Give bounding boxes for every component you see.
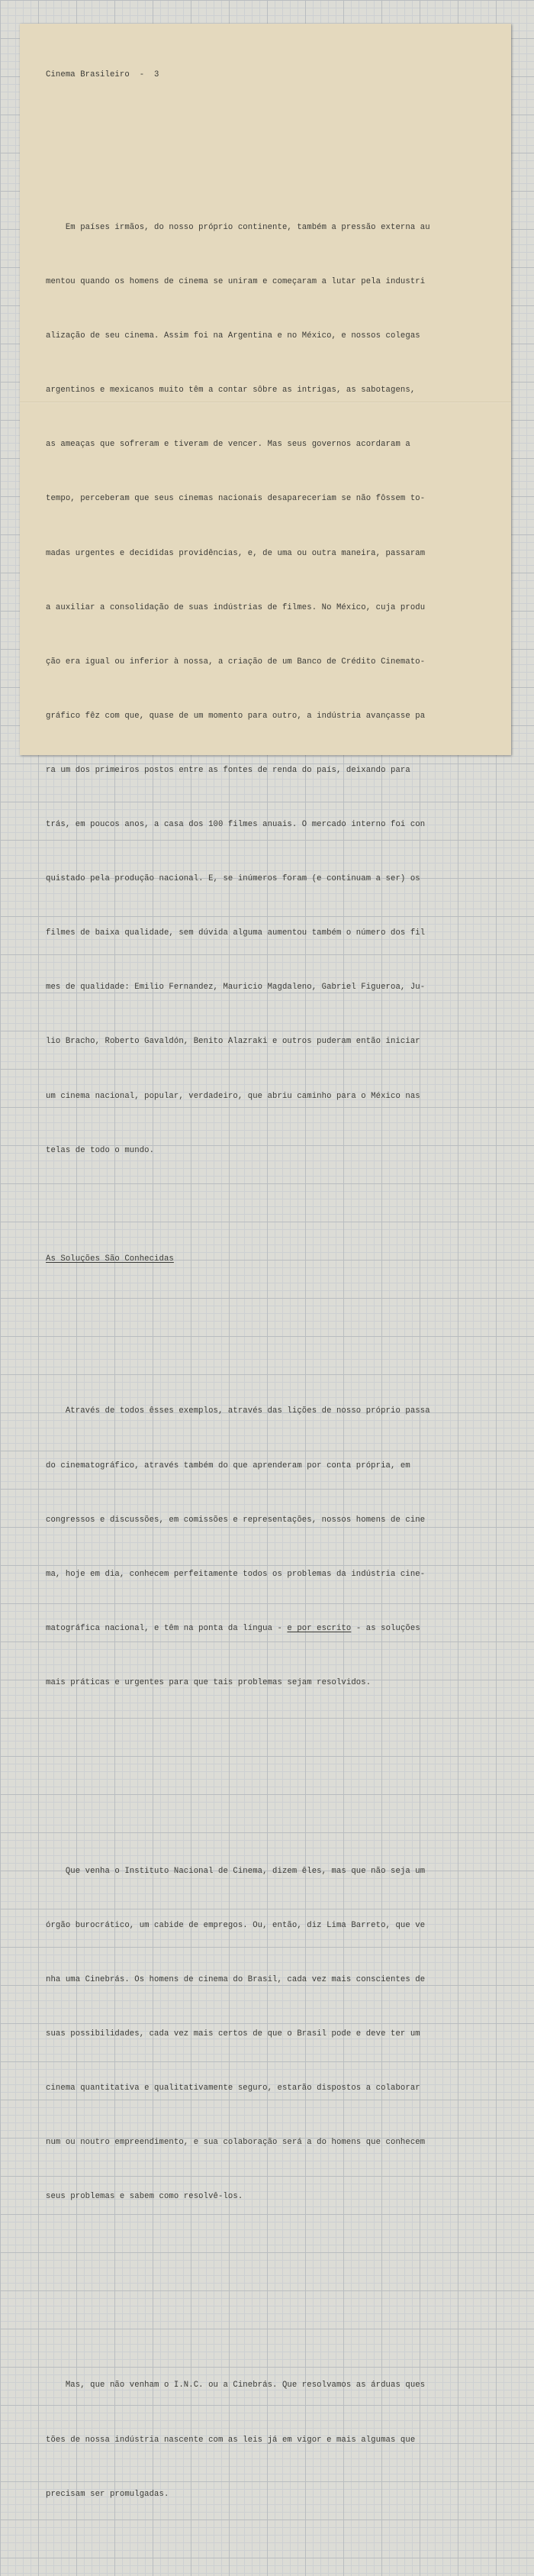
text-line: telas de todo o mundo.: [46, 1145, 155, 1155]
text-line: precisam ser promulgadas.: [46, 2489, 169, 2499]
text-line: as ameaças que sofreram e tiveram de vencer. Mas seus governos acordaram a: [46, 440, 410, 450]
text-line: tempo, perceberam que seus cinemas nacionais desapareceriam se não fôssem to-: [46, 494, 426, 504]
text-line: do cinematográfico, através também do que aprenderam por conta própria, em: [46, 1461, 410, 1470]
section-title: As Soluções São Conhecidas: [46, 1254, 174, 1264]
text-line: Em países irmãos, do nosso próprio continente, também a pressão externa au: [46, 223, 430, 233]
text-line: trás, em poucos anos, a casa dos 100 filmes anuais. O mercado interno foi con: [46, 820, 426, 830]
text-line: Mas, que não venham o I.N.C. ou a Cinebrás. Que resolvamos as árduas ques: [46, 2381, 426, 2390]
paragraph-3: [46, 1827, 496, 2243]
text-line: ma, hoje em dia, conhecem perfeitamente todos os problemas da indústria cine-: [46, 1569, 426, 1579]
text-line: ção era igual ou inferior à nossa, a criação de um Banco de Crédito Cinemato-: [46, 657, 426, 667]
text-line: Que venha o Instituto Nacional de Cinema, dizem êles, mas que não seja um: [46, 1866, 426, 1876]
paragraph-4: [46, 2341, 496, 2540]
text-line: matográfica nacional, e têm na ponta da língua - e por escrito - as soluções: [46, 1623, 420, 1633]
text-line: tões de nossa indústria nascente com as leis já em vigor e mais algumas que: [46, 2435, 416, 2445]
text-line: seus problemas e sabem como resolvê-los.: [46, 2192, 243, 2202]
text-line: quistado pela produção nacional. E, se inúmeros foram (e continuam a ser) os: [46, 874, 420, 884]
text-line: congressos e discussões, em comissões e representações, nossos homens de cine: [46, 1515, 426, 1525]
paragraph-1: [46, 183, 496, 1196]
text-line: madas urgentes e decididas providências, e, de uma ou outra maneira, passaram: [46, 548, 426, 558]
text-line: num ou noutro empreendimento, e sua colaboração será a do homens que conhecem: [46, 2138, 426, 2148]
text-line: a auxiliar a consolidação de suas indústrias de filmes. No México, cuja produ: [46, 602, 426, 612]
underlined-phrase: e por escrito: [287, 1623, 352, 1633]
text-line: lio Bracho, Roberto Gavaldón, Benito Alazraki e outros puderam então iniciar: [46, 1037, 420, 1047]
text-line: filmes de baixa qualidade, sem dúvida alguma aumentou também o número dos fil: [46, 928, 426, 938]
paragraph-2: [46, 1367, 496, 1729]
text-line: mes de qualidade: Emilio Fernandez, Mauricio Magdaleno, Gabriel Figueroa, Ju-: [46, 983, 426, 993]
text-line: ra um dos primeiros postos entre as fontes de renda do país, deixando para: [46, 765, 410, 775]
text-line: Através de todos êsses exemplos, através das lições de nosso próprio passa: [46, 1406, 430, 1416]
text-line: gráfico fêz com que, quase de um momento para outro, a indústria avançasse pa: [46, 711, 426, 721]
text-line: nha uma Cinebrás. Os homens de cinema do Brasil, cada vez mais conscientes de: [46, 1975, 426, 1985]
text-line: mentou quando os homens de cinema se uniram e começaram a lutar pela industri: [46, 277, 426, 287]
text-line: mais práticas e urgentes para que tais problemas sejam resolvidos.: [46, 1677, 372, 1687]
text-line: órgão burocrático, um cabide de empregos. Ou, então, diz Lima Barreto, que ve: [46, 1921, 426, 1930]
document-text: [46, 31, 496, 2576]
text-line: um cinema nacional, popular, verdadeiro, que abriu caminho para o México nas: [46, 1091, 420, 1101]
page-header: Cinema Brasileiro - 3: [46, 70, 159, 80]
document-page: [20, 24, 511, 2499]
text-line: cinema quantitativa e qualitativamente seguro, estarão dispostos a colaborar: [46, 2084, 420, 2093]
text-line: suas possibilidades, cada vez mais certos de que o Brasil pode e deve ter um: [46, 2029, 420, 2039]
text-line: alização de seu cinema. Assim foi na Argentina e no México, e nossos colegas: [46, 331, 420, 341]
text-line: argentinos e mexicanos muito têm a contar sôbre as intrigas, as sabotagens,: [46, 386, 416, 395]
